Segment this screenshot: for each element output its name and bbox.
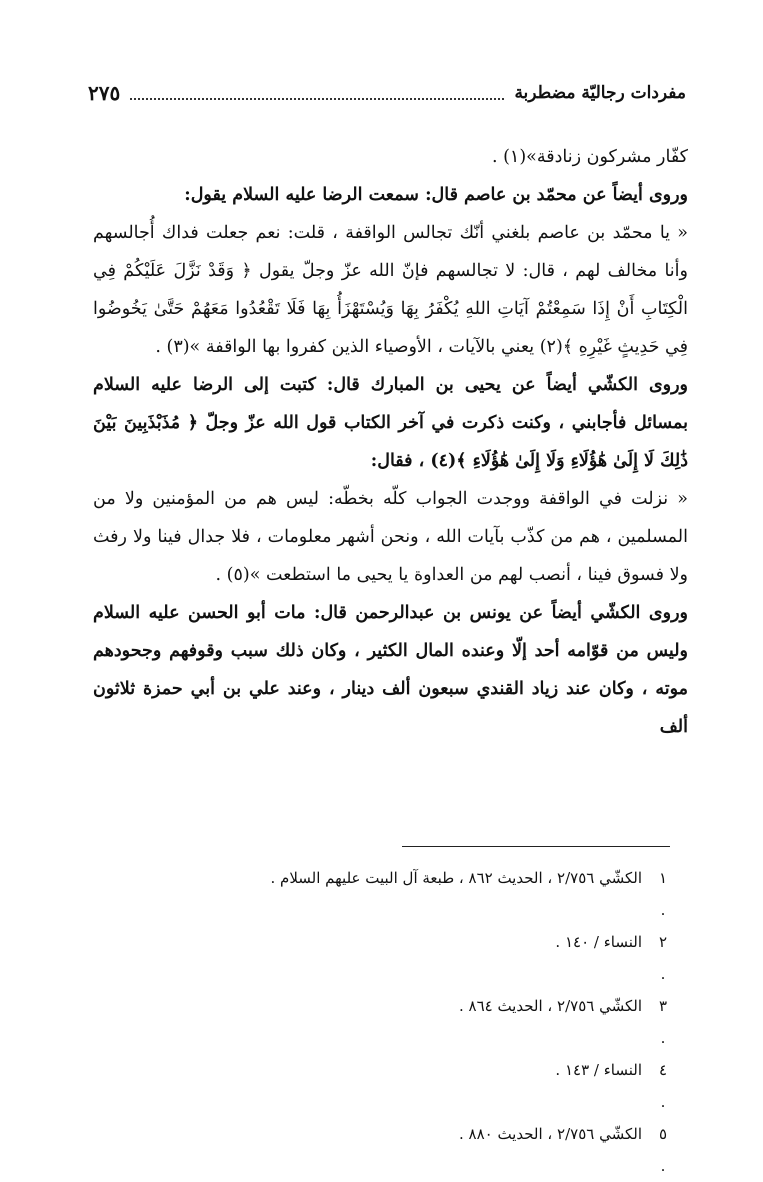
running-header xyxy=(88,78,686,108)
header-title: مفردات رجاليّة مضطربة xyxy=(514,83,686,103)
footnote-item xyxy=(110,1054,670,1118)
footnote-text: الكشّي ٢/٧٥٦ ، الحديث ٨٦٤ . xyxy=(458,997,642,1015)
page-number: ٢٧٥ xyxy=(88,81,121,105)
footnotes xyxy=(110,862,670,1182)
footnote-number: ٤ . xyxy=(658,1061,668,1111)
footnote-text: الكشّي ٢/٧٥٦ ، الحديث ٨٨٠ . xyxy=(458,1125,642,1143)
footnote-item xyxy=(110,990,670,1054)
paragraph-3-quote: « يا محمّد بن عاصم بلغني أنّك تجالس الواقفة ، قلت: نعم جعلت فداك أُجالسهم وأنا مخالف لهم ، قال: لا تجالسهم فإنّ الله عزّ وجلّ يقول ﴿ وَقَدْ نَزَّلَ عَلَيْكُمْ فِي الْكِتَابِ أَنْ إِذَا سَمِعْتُمْ آيَاتِ اللهِ يُكْفَرُ بِهَا وَيُسْتَهْزَأُ بِهَا فَلَا تَقْعُدُوا مَعَهُمْ حَتَّىٰ يَخُوضُوا فِي حَدِيثٍ غَيْرِهِ ﴾(٢) يعني بالآيات ، الأوصياء الذين كفروا بها الواقفة »(٣) . xyxy=(93,223,688,357)
footnote-text: النساء / ١٤٣ . xyxy=(555,1061,642,1079)
footnote-text: النساء / ١٤٠ . xyxy=(555,933,642,951)
main-text xyxy=(93,138,688,746)
paragraph-4: وروى الكشّي أيضاً عن يحيى بن المبارك قال: كتبت إلى الرضا عليه السلام بمسائل فأجابني ، وكنت ذكرت في آخر الكتاب قول الله عزّ وجلّ ﴿ مُذَبْذَبِينَ بَيْنَ ذَٰلِكَ لَا إِلَىٰ هَٰؤُلَاءِ وَلَا إِلَىٰ هَٰؤُلَاءِ ﴾(٤) ، فقال: xyxy=(93,375,688,471)
footnote-text: الكشّي ٢/٧٥٦ ، الحديث ٨٦٢ ، طبعة آل البيت عليهم السلام . xyxy=(270,869,642,887)
footnote-number: ٣ . xyxy=(658,997,668,1047)
footnote-number: ٢ . xyxy=(658,933,668,983)
footnote-number: ٥ . xyxy=(658,1125,668,1175)
footnote-item xyxy=(110,926,670,990)
paragraph-1: كفّار مشركون زنادقة»(١) . xyxy=(491,147,688,167)
footnote-number: ١ . xyxy=(658,869,668,919)
paragraph-2: وروى أيضاً عن محمّد بن عاصم قال: سمعت الرضا عليه السلام يقول: xyxy=(184,185,688,205)
header-dot-leader xyxy=(130,90,504,100)
footnote-item xyxy=(110,1118,670,1182)
footnote-separator xyxy=(402,846,670,847)
footnote-item xyxy=(110,862,670,926)
paragraph-5-quote: « نزلت في الواقفة ووجدت الجواب كلّه بخطّه: ليس هم من المؤمنين ولا من المسلمين ، هم من كذّب بآيات الله ، ونحن أشهر معلومات ، فلا جدال فينا ولا رفث ولا فسوق فينا ، أنصب لهم من العداوة يا يحيى ما استطعت »(٥) . xyxy=(93,489,688,585)
paragraph-6: وروى الكشّي أيضاً عن يونس بن عبدالرحمن قال: مات أبو الحسن عليه السلام وليس من قوّامه أحد إلّا وعنده المال الكثير ، وكان ذلك سبب وقوفهم وجحودهم موته ، وكان عند زياد القندي سبعون ألف دينار ، وعند علي بن أبي حمزة ثلاثون ألف xyxy=(93,603,688,737)
